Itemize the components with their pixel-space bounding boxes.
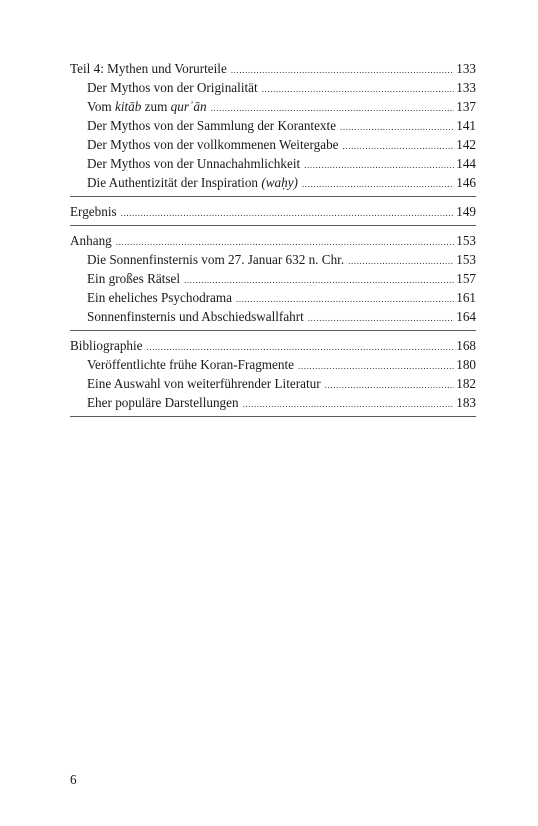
toc-entry-title xyxy=(87,135,339,154)
dot-leader xyxy=(121,204,455,223)
toc-title-italic-segment: (waḥy) xyxy=(261,175,298,190)
toc-title-segment: zum xyxy=(141,99,171,114)
toc-entry-title xyxy=(87,288,232,307)
dot-leader xyxy=(298,357,454,376)
toc-title-italic-segment: qurʾān xyxy=(170,99,207,114)
toc-subentry xyxy=(70,393,476,412)
toc-title-segment: Teil 4: Mythen und Vorurteile xyxy=(70,61,227,76)
toc-entry-title xyxy=(70,59,227,78)
dot-leader xyxy=(308,309,454,328)
dot-leader xyxy=(340,118,454,137)
toc-title-segment: Die Sonnenfinsternis vom 27. Januar 632 n. Chr. xyxy=(87,252,345,267)
dot-leader xyxy=(302,175,454,194)
toc-entry-title xyxy=(70,231,112,250)
toc-entry-title xyxy=(70,202,117,221)
toc-page-number: 149 xyxy=(456,204,476,219)
toc-subentry xyxy=(70,307,476,326)
toc-title-segment: Ein großes Rätsel xyxy=(87,271,181,286)
toc-title-segment: Ein eheliches Psychodrama xyxy=(87,290,233,305)
page-number: 6 xyxy=(70,772,77,787)
toc-page-number: 157 xyxy=(456,271,476,286)
toc-page-number: 133 xyxy=(456,61,476,76)
toc-entry xyxy=(70,231,476,250)
dot-leader xyxy=(348,252,454,271)
toc-page-number: 142 xyxy=(456,137,476,152)
table-of-contents xyxy=(70,59,476,417)
dot-leader xyxy=(304,156,454,175)
toc-entry xyxy=(70,59,476,78)
toc-title-segment: Bibliographie xyxy=(70,338,143,353)
toc-subentry xyxy=(70,78,476,97)
toc-entry-title xyxy=(70,336,143,355)
toc-subentry xyxy=(70,173,476,192)
dot-leader xyxy=(231,61,454,80)
toc-title-segment: Sonnenfinsternis und Abschiedswallfahrt xyxy=(87,309,304,324)
toc-page-number: 146 xyxy=(456,175,476,190)
toc-entry-title xyxy=(87,355,294,374)
dot-leader xyxy=(243,395,455,414)
toc-page-number: 144 xyxy=(456,156,476,171)
toc-title-segment: Eine Auswahl von weiterführender Literatur xyxy=(87,376,321,391)
toc-subentry xyxy=(70,250,476,269)
toc-page-number: 164 xyxy=(456,309,476,324)
toc-subentry xyxy=(70,116,476,135)
dot-leader xyxy=(325,376,455,395)
toc-title-segment: Vom xyxy=(87,99,115,114)
dot-leader xyxy=(262,80,455,99)
toc-group xyxy=(70,59,476,197)
toc-page-number: 182 xyxy=(456,376,476,391)
toc-title-italic-segment: kitāb xyxy=(114,99,142,114)
toc-entry-title xyxy=(87,78,258,97)
toc-page-number: 168 xyxy=(456,338,476,353)
toc-entry-title xyxy=(87,374,321,393)
dot-leader xyxy=(343,137,455,156)
toc-title-segment: Der Mythos von der Sammlung der Korantexte xyxy=(87,118,337,133)
toc-page-number: 153 xyxy=(456,233,476,248)
toc-page-number: 153 xyxy=(456,252,476,267)
toc-group xyxy=(70,231,476,331)
toc-entry-title xyxy=(87,173,298,192)
toc-page-number: 183 xyxy=(456,395,476,410)
toc-entry-title xyxy=(87,154,300,173)
toc-entry-title xyxy=(87,269,180,288)
toc-subentry xyxy=(70,288,476,307)
toc-group xyxy=(70,202,476,226)
toc-page-number: 137 xyxy=(456,99,476,114)
toc-entry xyxy=(70,336,476,355)
toc-title-segment: Anhang xyxy=(70,233,112,248)
toc-entry xyxy=(70,202,476,221)
toc-page-number: 141 xyxy=(456,118,476,133)
toc-title-segment: Ergebnis xyxy=(70,204,117,219)
toc-subentry xyxy=(70,97,476,116)
toc-entry-title xyxy=(87,393,239,412)
toc-subentry xyxy=(70,374,476,393)
toc-page-number: 161 xyxy=(456,290,476,305)
toc-entry-title xyxy=(87,250,344,269)
toc-title-segment: Der Mythos von der Originalität xyxy=(87,80,258,95)
toc-title-segment: Eher populäre Darstellungen xyxy=(87,395,239,410)
toc-title-segment: Der Mythos von der vollkommenen Weitergabe xyxy=(87,137,339,152)
toc-title-segment: Der Mythos von der Unnachahmlichkeit xyxy=(87,156,301,171)
toc-subentry xyxy=(70,154,476,173)
toc-page-number: 133 xyxy=(456,80,476,95)
toc-subentry xyxy=(70,269,476,288)
toc-entry-title xyxy=(87,307,304,326)
toc-group xyxy=(70,336,476,417)
toc-subentry xyxy=(70,355,476,374)
toc-entry-title xyxy=(87,116,336,135)
toc-subentry xyxy=(70,135,476,154)
toc-page-number: 180 xyxy=(456,357,476,372)
toc-title-segment: Die Authentizität der Inspiration xyxy=(87,175,262,190)
toc-entry-title xyxy=(87,97,207,116)
toc-title-segment: Veröffentlichte frühe Koran-Fragmente xyxy=(87,357,295,372)
